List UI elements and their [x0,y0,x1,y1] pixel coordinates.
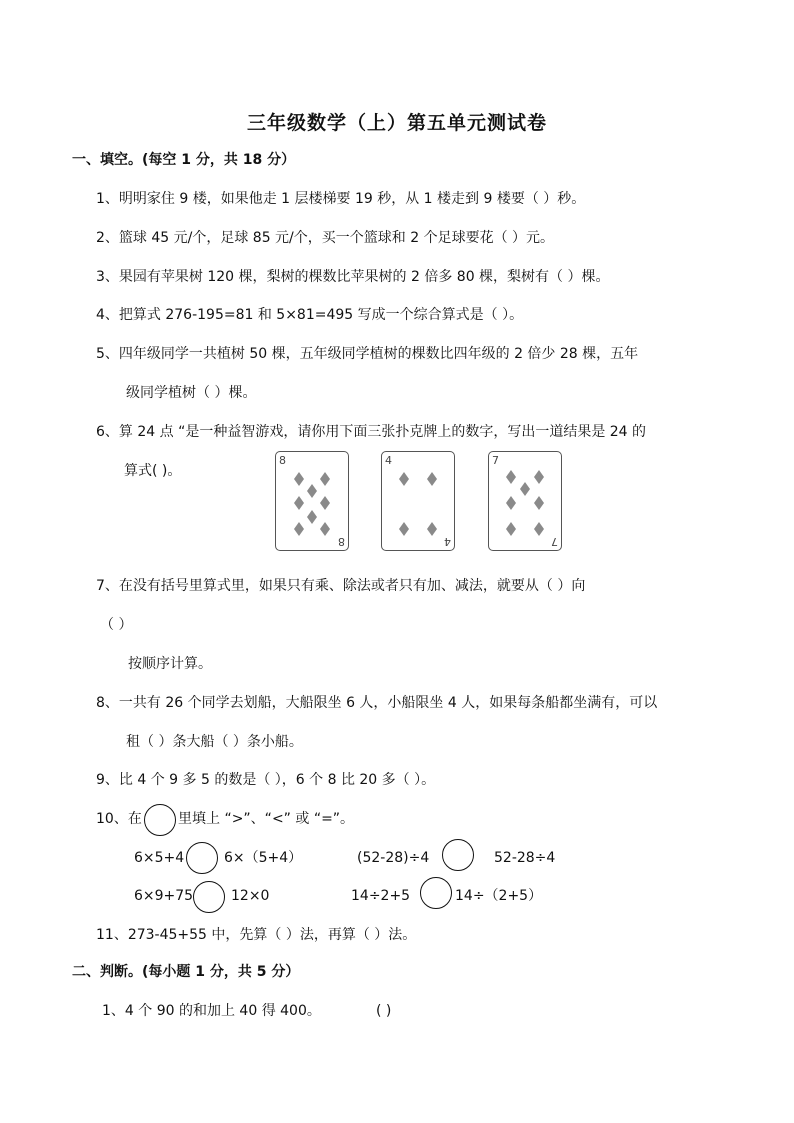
diamond-icon [427,522,437,536]
expr-a-right: 6×（5+4） [224,850,303,866]
expr-d-right: 14÷（2+5） [455,888,543,904]
question-10-prefix: 10、在 [96,811,142,827]
diamond-icon [307,484,317,498]
question-5-line-2: 级同学植树（ ）棵。 [126,385,257,401]
expr-a-left: 6×5+4 [134,850,185,866]
diamond-icon [520,482,530,496]
question-1: 1、明明家住 9 楼，如果他走 1 层楼梯要 19 秒，从 1 楼走到 9 楼要（ ）秒。 [96,191,586,207]
card-rank-inverted: 7 [551,535,558,548]
card-rank: 7 [492,454,499,467]
section-1-heading: 一、填空。(每空 1 分，共 18 分） [72,152,296,168]
expr-b-right: 52-28÷4 [494,850,556,866]
diamond-icon [534,522,544,536]
question-4: 4、把算式 276-195=81 和 5×81=495 写成一个综合算式是（ ）。 [96,307,524,323]
playing-card-8 [275,451,349,551]
diamond-icon [294,522,304,536]
card-rank: 8 [279,454,286,467]
diamond-icon [506,496,516,510]
expr-c-left: 6×9+75 [134,888,194,904]
expr-d-left: 14÷2+5 [351,888,411,904]
question-7-line-3: 按顺序计算。 [128,656,212,672]
question-6-line-1: 6、算 24 点 “是一种益智游戏，请你用下面三张扑克牌上的数字，写出一道结果是 24 的 [96,424,647,440]
answer-circle-a[interactable] [186,842,218,874]
judge-answer-blank-1[interactable]: ( ) [376,1003,392,1019]
question-6-line-2: 算式( )。 [124,463,182,479]
question-7-line-2: （ ） [100,617,133,633]
answer-circle-c[interactable] [193,881,225,913]
expr-c-right: 12×0 [231,888,270,904]
diamond-icon [534,496,544,510]
playing-card-4 [381,451,455,551]
question-8-line-2: 租（ ）条大船（ ）条小船。 [126,734,303,750]
diamond-icon [506,470,516,484]
judge-question-1: 1、4 个 90 的和加上 40 得 400。 [102,1003,321,1019]
diamond-icon [506,522,516,536]
question-11: 11、273-45+55 中，先算（ ）法，再算（ ）法。 [96,927,417,943]
card-rank: 4 [385,454,392,467]
playing-card-7 [488,451,562,551]
section-2-heading: 二、判断。(每小题 1 分，共 5 分） [72,964,300,980]
diamond-icon [427,472,437,486]
question-7-line-1: 7、在没有括号里算式里，如果只有乘、除法或者只有加、减法，就要从（ ）向 [96,578,586,594]
diamond-icon [534,470,544,484]
answer-circle-d[interactable] [420,877,452,909]
diamond-icon [320,472,330,486]
comparison-circle [144,804,176,836]
question-2: 2、篮球 45 元/个，足球 85 元/个，买一个篮球和 2 个足球要花（ ）元。 [96,230,555,246]
diamond-icon [320,522,330,536]
question-9: 9、比 4 个 9 多 5 的数是（ ），6 个 8 比 20 多（ ）。 [96,772,436,788]
card-rank-inverted: 8 [338,535,345,548]
diamond-icon [294,472,304,486]
diamond-icon [294,496,304,510]
diamond-icon [320,496,330,510]
page-title: 三年级数学（上）第五单元测试卷 [246,112,547,134]
question-3: 3、果园有苹果树 120 棵，梨树的棵数比苹果树的 2 倍多 80 棵，梨树有（ ）棵。 [96,269,610,285]
diamond-icon [307,510,317,524]
answer-circle-b[interactable] [442,839,474,871]
expr-b-left: (52-28)÷4 [357,850,430,866]
diamond-icon [399,472,409,486]
diamond-icon [399,522,409,536]
question-5-line-1: 5、四年级同学一共植树 50 棵，五年级同学植树的棵数比四年级的 2 倍少 28 棵，五年 [96,346,639,362]
card-rank-inverted: 4 [444,535,451,548]
question-8-line-1: 8、一共有 26 个同学去划船，大船限坐 6 人，小船限坐 4 人，如果每条船都坐满有，可以 [96,695,658,711]
question-10-suffix: 里填上 “>”、“<” 或 “=”。 [178,811,355,827]
